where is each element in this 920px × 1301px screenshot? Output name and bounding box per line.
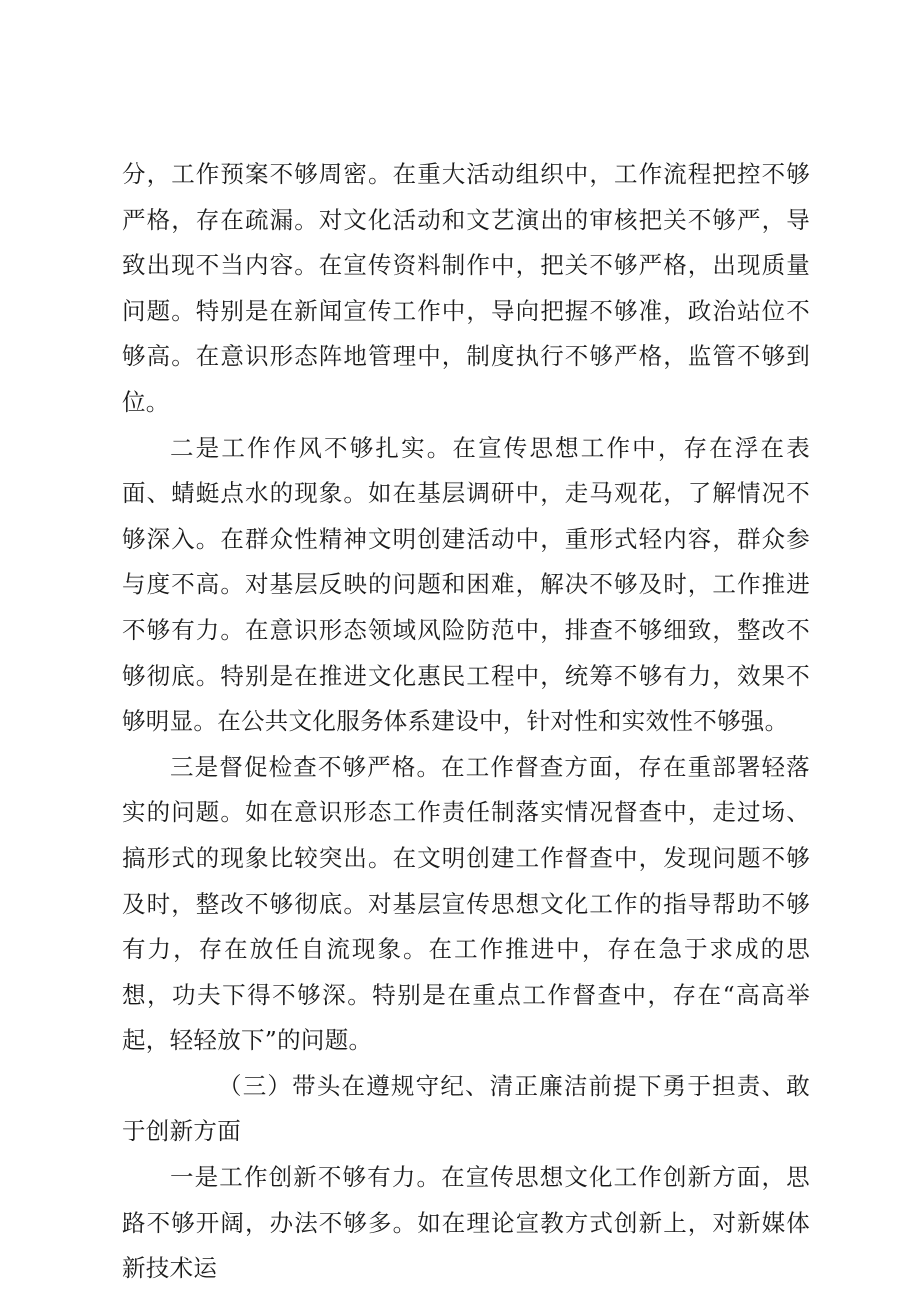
paragraph-continuation: 分，工作预案不够周密。在重大活动组织中，工作流程把控不够严格，存在疏漏。对文化活动和文艺演出的审核把关不够严，导致出现不当内容。在宣传资料制作中，把关不够严格，出现质量问题。特别是在新闻宣传工作中，导向把握不够准，政治站位不够高。在意识形态阵地管理中，制度执行不够严格，监管不够到位。 <box>122 160 810 416</box>
paragraph-supervision: 三是督促检查不够严格。在工作督查方面，存在重部署轻落实的问题。如在意识形态工作责任制落实情况督查中，走过场、搞形式的现象比较突出。在文明创建工作督查中，发现问题不够及时，整改不够彻底。对基层宣传思想文化工作的指导帮助不够有力，存在放任自流现象。在工作推进中，存在急于求成的思想，功夫下得不够深。特别是在重点工作督查中，存在“高高举起，轻轻放下”的问题。 <box>122 752 810 1055</box>
paragraph-work-style: 二是工作作风不够扎实。在宣传思想工作中，存在浮在表面、蜻蜓点水的现象。如在基层调研中，走马观花，了解情况不够深入。在群众性精神文明创建活动中，重形式轻内容，群众参与度不高。对基层反映的问题和困难，解决不够及时，工作推进不够有力。在意识形态领域风险防范中，排查不够细致，整改不够彻底。特别是在推进文化惠民工程中，统筹不够有力，效果不够明显。在公共文化服务体系建设中，针对性和实效性不够强。 <box>122 433 810 736</box>
paragraph-innovation: 一是工作创新不够有力。在宣传思想文化工作创新方面，思路不够开阔，办法不够多。如在理论宣教方式创新上，对新媒体新技术运 <box>122 1163 810 1283</box>
document-body <box>122 152 810 1292</box>
section-heading: （三）带头在遵规守纪、清正廉洁前提下勇于担责、敢于创新方面 <box>122 1071 810 1146</box>
